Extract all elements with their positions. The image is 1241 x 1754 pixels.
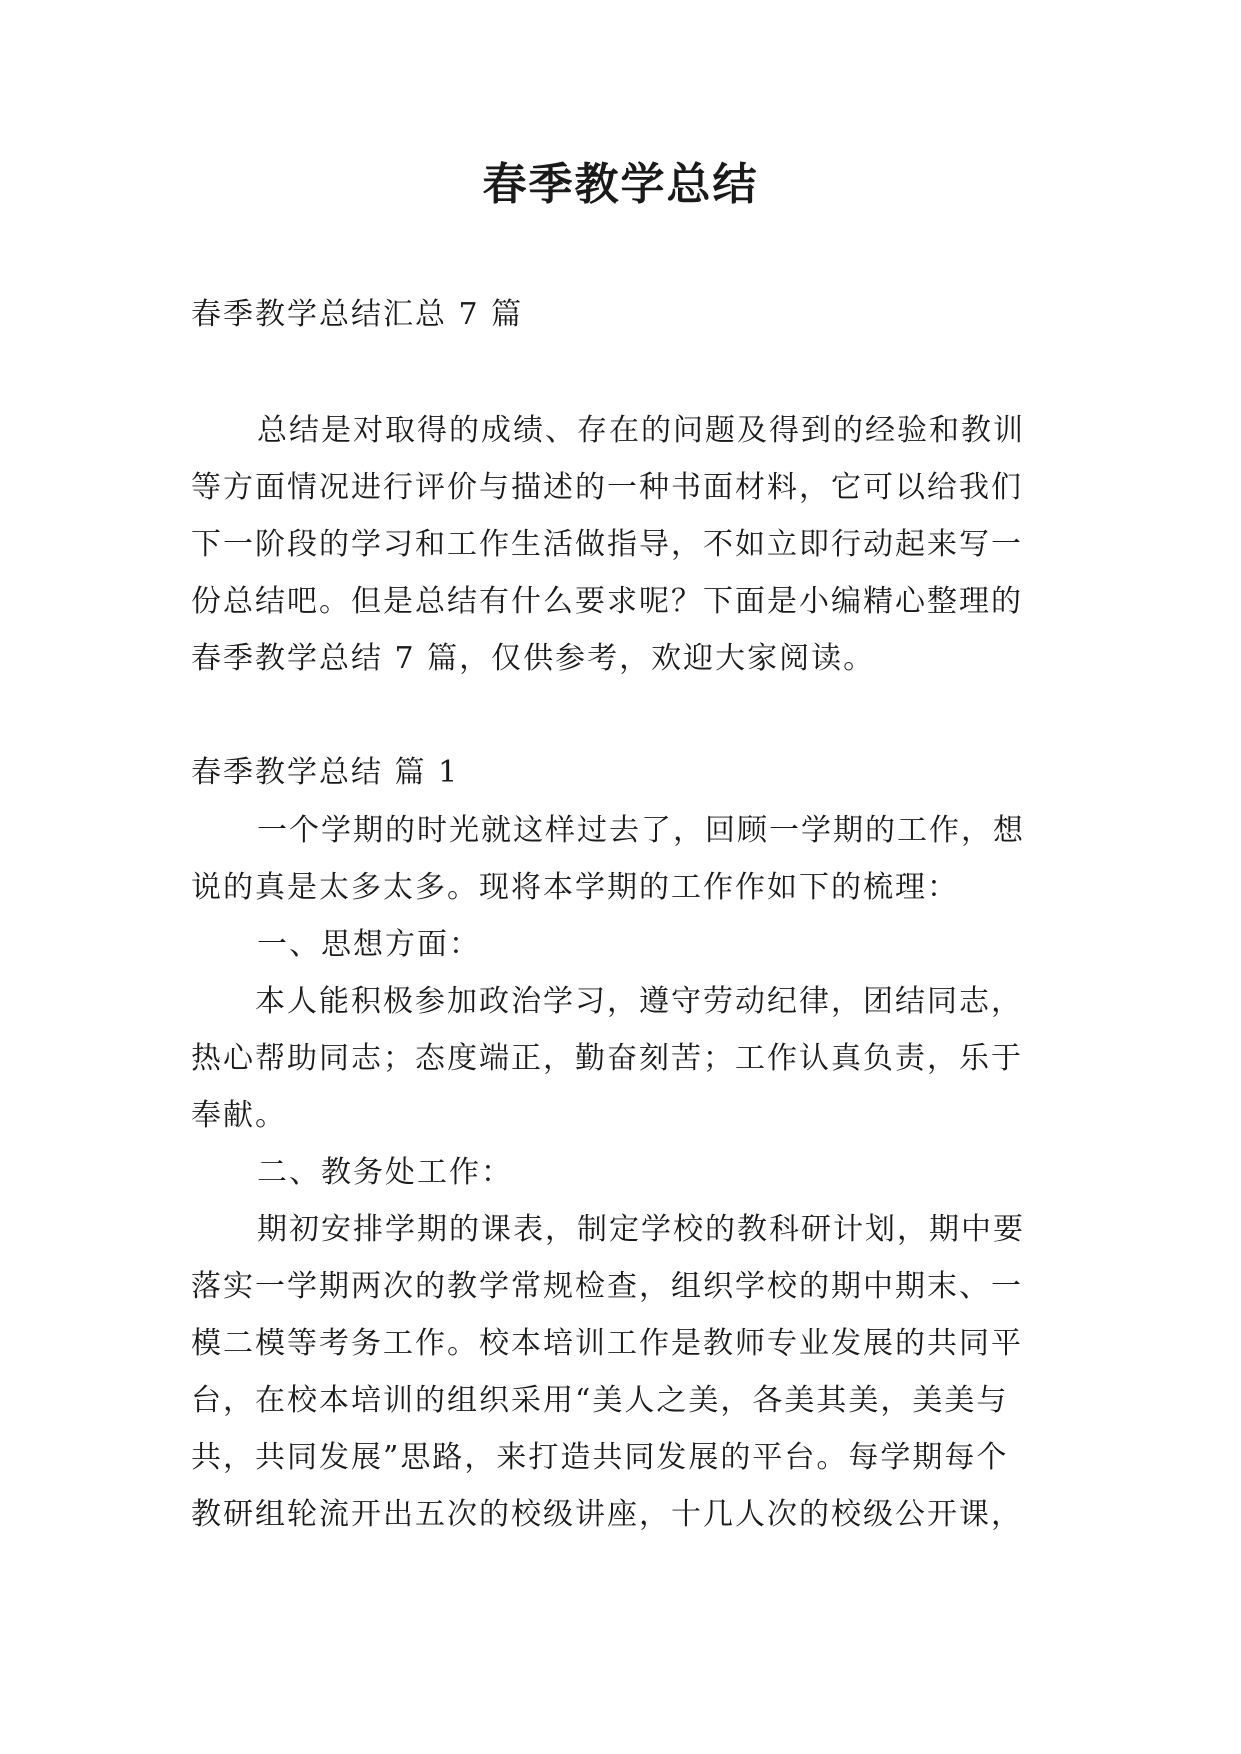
section-line: 台，在校本培训的组织采用“美人之美，各美其美，美美与 <box>191 1383 1009 1418</box>
section-subheading: 一、思想方面： <box>257 927 481 962</box>
section-line: 热心帮助同志；态度端正，勤奋刻苦；工作认真负责，乐于 <box>191 1041 1023 1076</box>
intro-line: 总结是对取得的成绩、存在的问题及得到的经验和教训 <box>257 413 1025 448</box>
intro-line: 下一阶段的学习和工作生活做指导，不如立即行动起来写一 <box>191 527 1023 562</box>
section-line: 落实一学期两次的教学常规检查，组织学校的期中期末、一 <box>191 1269 1023 1304</box>
document-title: 春季教学总结 <box>482 159 759 210</box>
section-subheading: 二、教务处工作： <box>257 1155 513 1190</box>
section-1 <box>191 744 1051 1543</box>
section-line: 奉献。 <box>191 1098 287 1133</box>
intro-line: 春季教学总结 7 篇，仅供参考，欢迎大家阅读。 <box>191 641 876 676</box>
section-line: 共，共同发展”思路，来打造共同发展的平台。每学期每个 <box>191 1440 1009 1475</box>
intro-line: 等方面情况进行评价与描述的一种书面材料，它可以给我们 <box>191 470 1023 505</box>
section-heading: 春季教学总结 篇 1 <box>191 755 460 790</box>
section-line: 模二模等考务工作。校本培训工作是教师专业发展的共同平 <box>191 1326 1023 1361</box>
section-line: 教研组轮流开出五次的校级讲座，十几人次的校级公开课， <box>191 1497 1023 1532</box>
section-line: 期初安排学期的课表，制定学校的教科研计划，期中要 <box>257 1212 1025 1247</box>
intro-line: 份总结吧。但是总结有什么要求呢？下面是小编精心整理的 <box>191 584 1023 619</box>
section-line: 说的真是太多太多。现将本学期的工作作如下的梳理： <box>191 870 959 905</box>
intro-paragraph <box>191 402 1051 687</box>
document-subtitle <box>191 286 1051 343</box>
section-line: 本人能积极参加政治学习，遵守劳动纪律，团结同志， <box>255 984 1023 1019</box>
subtitle-line: 春季教学总结汇总 7 篇 <box>191 297 524 332</box>
section-line: 一个学期的时光就这样过去了，回顾一学期的工作，想 <box>257 813 1025 848</box>
